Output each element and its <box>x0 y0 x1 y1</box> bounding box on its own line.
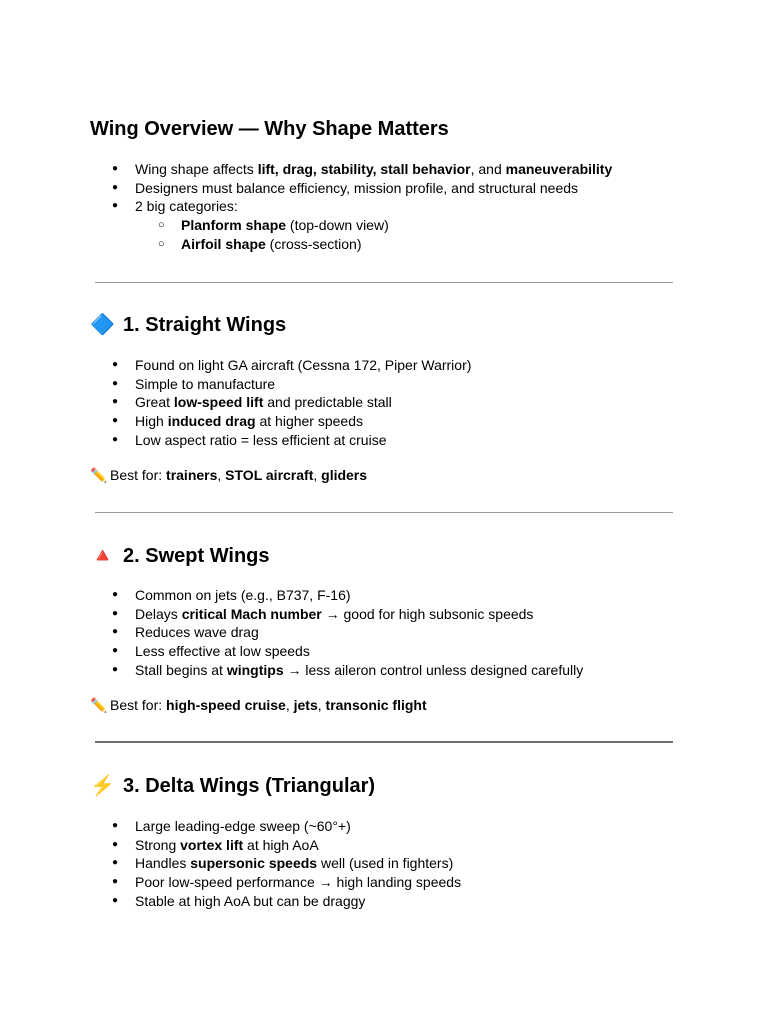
delta-wings-list <box>0 817 461 911</box>
list-item: ● Poor low-speed performance → high landing speeds <box>0 873 461 892</box>
best-for-line: ✏️ Best for: high-speed cruise, jets, transonic flight <box>90 697 427 713</box>
sub-list-item: ○ Planform shape (top-down view) <box>0 216 612 235</box>
pencil-icon: ✏️ <box>90 697 108 713</box>
list-item: ● Simple to manufacture <box>0 375 471 394</box>
list-item: ● Common on jets (e.g., B737, F-16) <box>0 586 583 605</box>
best-for-line: ✏️ Best for: trainers, STOL aircraft, gliders <box>90 467 368 483</box>
list-item: ● Designers must balance efficiency, mission profile, and structural needs <box>0 179 612 198</box>
section-heading-swept-wings: 🔺 2. Swept Wings <box>90 545 270 567</box>
section-heading-straight-wings: 🔷 1. Straight Wings <box>90 314 287 336</box>
list-item: ● Large leading-edge sweep (~60°+) <box>0 817 461 836</box>
pencil-icon: ✏️ <box>90 467 108 483</box>
swept-wings-list <box>0 586 583 680</box>
list-item: ● Wing shape affects lift, drag, stability, stall behavior, and maneuverability <box>0 160 612 179</box>
straight-wings-list <box>0 356 471 450</box>
section-heading-delta-wings: ⚡ 3. Delta Wings (Triangular) <box>90 775 376 797</box>
list-item: ● 2 big categories: <box>0 197 612 216</box>
section-divider <box>95 512 673 513</box>
list-item: ● Found on light GA aircraft (Cessna 172, Piper Warrior) <box>0 356 471 375</box>
lightning-icon: ⚡ <box>90 775 115 797</box>
section-divider <box>95 282 673 283</box>
list-item: ● Less effective at low speeds <box>0 642 583 661</box>
list-item: ● Reduces wave drag <box>0 623 583 642</box>
blue-diamond-icon: 🔷 <box>90 314 115 336</box>
list-item: ● Handles supersonic speeds well (used in fighters) <box>0 854 461 873</box>
list-item: ● Great low-speed lift and predictable stall <box>0 393 471 412</box>
list-item: ● Stable at high AoA but can be draggy <box>0 892 461 911</box>
list-item: ● Stall begins at wingtips → less aileron control unless designed carefully <box>0 661 583 680</box>
red-triangle-icon: 🔺 <box>90 545 115 567</box>
list-item: ● Strong vortex lift at high AoA <box>0 836 461 855</box>
overview-list <box>0 160 612 254</box>
page-title: Wing Overview — Why Shape Matters <box>90 118 449 140</box>
list-item: ● Low aspect ratio = less efficient at cruise <box>0 431 471 450</box>
list-item: ● Delays critical Mach number → good for high subsonic speeds <box>0 605 583 624</box>
list-item: ● High induced drag at higher speeds <box>0 412 471 431</box>
section-divider <box>95 741 673 743</box>
sub-list-item: ○ Airfoil shape (cross-section) <box>0 235 612 254</box>
